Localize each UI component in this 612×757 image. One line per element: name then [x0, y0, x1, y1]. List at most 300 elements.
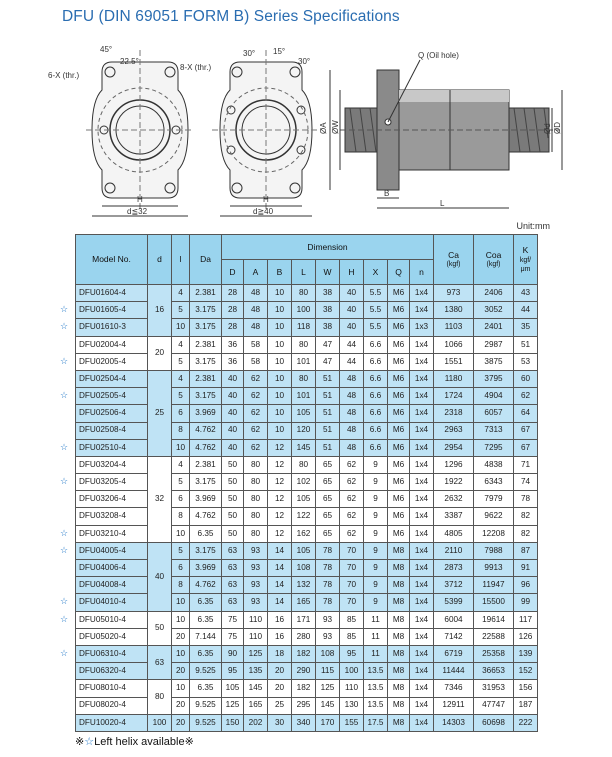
cell-w: 65	[316, 456, 340, 473]
cell-x: 6.6	[364, 422, 388, 439]
cell-x: 9	[364, 525, 388, 542]
cell-h: 48	[340, 405, 364, 422]
cell-n: 1x4	[410, 422, 434, 439]
cell-x: 13.5	[364, 663, 388, 680]
table-row	[76, 508, 538, 525]
cell-d: 63	[148, 645, 172, 679]
cell-x: 6.6	[364, 405, 388, 422]
cell-ca: 973	[434, 285, 474, 302]
cell-k: 91	[514, 560, 538, 577]
cell-b: 10	[268, 388, 292, 405]
cell-w: 38	[316, 302, 340, 319]
cell-n: 1x4	[410, 577, 434, 594]
star-icon: ☆	[60, 648, 69, 659]
cell-d: 63	[222, 560, 244, 577]
cell-l: 4	[172, 456, 190, 473]
cell-x: 5.5	[364, 319, 388, 336]
cell-l: 4	[172, 370, 190, 387]
flange-drawing-8-hole	[212, 50, 320, 216]
cell-a: 62	[244, 405, 268, 422]
cell-n: 1x4	[410, 405, 434, 422]
table-row	[76, 285, 538, 302]
cell-k: 67	[514, 422, 538, 439]
cell-k: 60	[514, 370, 538, 387]
cell-coa: 2406	[474, 285, 514, 302]
cell-n: 1x4	[410, 628, 434, 645]
cell-a: 80	[244, 508, 268, 525]
cell-h: 110	[340, 680, 364, 697]
cell-n: 1x4	[410, 525, 434, 542]
cell-d: 28	[222, 302, 244, 319]
cell-q: M6	[388, 422, 410, 439]
cell-model: DFU10020-4	[76, 714, 148, 731]
cell-l: 6	[172, 405, 190, 422]
cell-n: 1x4	[410, 663, 434, 680]
cell-da: 3.175	[190, 474, 222, 491]
cell-ca: 2954	[434, 439, 474, 456]
cell-x: 9	[364, 560, 388, 577]
cell-w: 125	[316, 680, 340, 697]
cell-l: 10	[172, 319, 190, 336]
cell-n: 1x4	[410, 491, 434, 508]
cell-h: 48	[340, 439, 364, 456]
cell-d: 95	[222, 663, 244, 680]
cell-l: 120	[292, 422, 316, 439]
cell-x: 9	[364, 577, 388, 594]
header-l: l	[172, 235, 190, 285]
cell-da: 3.969	[190, 405, 222, 422]
dim-d-large-label: ØD	[553, 122, 562, 134]
cell-n: 1x4	[410, 697, 434, 714]
cell-da: 4.762	[190, 508, 222, 525]
cell-l: 108	[292, 560, 316, 577]
table-row	[76, 405, 538, 422]
cell-l: 6	[172, 560, 190, 577]
header-coa: Coa (kgf)	[474, 235, 514, 285]
cell-da: 2.381	[190, 285, 222, 302]
cell-l: 101	[292, 353, 316, 370]
cell-da: 6.35	[190, 594, 222, 611]
cell-l: 10	[172, 439, 190, 456]
cell-l: 100	[292, 302, 316, 319]
table-row	[76, 456, 538, 473]
cell-coa: 4904	[474, 388, 514, 405]
star-icon: ☆	[60, 355, 69, 366]
cell-n: 1x4	[410, 439, 434, 456]
cell-b: 18	[268, 645, 292, 662]
cell-ca: 7142	[434, 628, 474, 645]
cell-b: 10	[268, 336, 292, 353]
cell-l: 290	[292, 663, 316, 680]
cell-q: M6	[388, 405, 410, 422]
cell-w: 47	[316, 353, 340, 370]
cell-ca: 7346	[434, 680, 474, 697]
cell-h: 100	[340, 663, 364, 680]
cell-a: 80	[244, 525, 268, 542]
cell-d: 40	[222, 422, 244, 439]
cell-h: 62	[340, 508, 364, 525]
cell-l: 80	[292, 370, 316, 387]
cell-da: 9.525	[190, 663, 222, 680]
cell-da: 6.35	[190, 525, 222, 542]
dim-b-label: B	[384, 189, 390, 198]
fig2-d-label: d≧40	[253, 207, 274, 216]
cell-da: 9.525	[190, 714, 222, 731]
cell-a: 125	[244, 645, 268, 662]
cell-k: 44	[514, 302, 538, 319]
cell-l: 182	[292, 680, 316, 697]
cell-ca: 2110	[434, 542, 474, 559]
cell-b: 30	[268, 714, 292, 731]
cell-coa: 12208	[474, 525, 514, 542]
table-row	[76, 388, 538, 405]
cell-l: 101	[292, 388, 316, 405]
cell-b: 12	[268, 439, 292, 456]
cell-l: 118	[292, 319, 316, 336]
cell-b: 14	[268, 560, 292, 577]
cell-l: 171	[292, 611, 316, 628]
cell-w: 38	[316, 319, 340, 336]
cell-model: DFU02505-4	[76, 388, 148, 405]
cell-da: 3.175	[190, 353, 222, 370]
cell-da: 6.35	[190, 611, 222, 628]
cell-q: M8	[388, 680, 410, 697]
cell-b: 12	[268, 474, 292, 491]
cell-coa: 9622	[474, 508, 514, 525]
cell-l: 10	[172, 611, 190, 628]
cell-d: 20	[148, 336, 172, 370]
star-icon: ☆	[60, 527, 69, 538]
cell-n: 1x4	[410, 456, 434, 473]
cell-w: 65	[316, 525, 340, 542]
cell-n: 1x4	[410, 542, 434, 559]
cell-da: 4.762	[190, 577, 222, 594]
dim-w-label: ØW	[331, 120, 340, 134]
cell-b: 16	[268, 628, 292, 645]
cell-coa: 3052	[474, 302, 514, 319]
cell-coa: 15500	[474, 594, 514, 611]
cell-k: 139	[514, 645, 538, 662]
header-dim-d: D	[222, 260, 244, 285]
cell-l: 132	[292, 577, 316, 594]
table-row	[76, 697, 538, 714]
cell-x: 6.6	[364, 370, 388, 387]
fig2-h-label: H	[263, 195, 269, 204]
cell-model: DFU02506-4	[76, 405, 148, 422]
star-icon: ☆	[60, 390, 69, 401]
header-d: d	[148, 235, 172, 285]
cell-h: 44	[340, 336, 364, 353]
fig2-angle-b: 15°	[273, 47, 286, 56]
table-row	[76, 542, 538, 559]
cell-w: 78	[316, 577, 340, 594]
cell-coa: 6057	[474, 405, 514, 422]
cell-k: 78	[514, 491, 538, 508]
cell-n: 1x4	[410, 388, 434, 405]
cell-model: DFU01604-4	[76, 285, 148, 302]
cell-d: 32	[148, 456, 172, 542]
cell-da: 3.969	[190, 560, 222, 577]
cell-x: 6.6	[364, 439, 388, 456]
flange-drawing-6-hole	[86, 50, 194, 216]
cell-k: 187	[514, 697, 538, 714]
cell-ca: 1380	[434, 302, 474, 319]
cell-x: 9	[364, 542, 388, 559]
cell-b: 12	[268, 491, 292, 508]
cell-a: 93	[244, 560, 268, 577]
cell-d: 50	[222, 491, 244, 508]
cell-w: 108	[316, 645, 340, 662]
cell-l: 105	[292, 405, 316, 422]
cell-w: 78	[316, 542, 340, 559]
cell-k: 35	[514, 319, 538, 336]
cell-k: 67	[514, 439, 538, 456]
cell-d: 90	[222, 645, 244, 662]
cell-h: 85	[340, 628, 364, 645]
cell-model: DFU02504-4	[76, 370, 148, 387]
cell-d: 40	[222, 388, 244, 405]
cell-coa: 7988	[474, 542, 514, 559]
cell-x: 13.5	[364, 680, 388, 697]
table-row	[76, 560, 538, 577]
cell-n: 1x4	[410, 680, 434, 697]
cell-q: M8	[388, 697, 410, 714]
cell-a: 145	[244, 680, 268, 697]
cell-x: 11	[364, 628, 388, 645]
cell-model: DFU03210-4	[76, 525, 148, 542]
cell-a: 110	[244, 628, 268, 645]
header-dim-n: n	[410, 260, 434, 285]
ball-nut-side-view	[330, 60, 562, 208]
cell-l: 5	[172, 302, 190, 319]
table-row	[76, 663, 538, 680]
cell-a: 165	[244, 697, 268, 714]
cell-l: 20	[172, 714, 190, 731]
cell-w: 78	[316, 594, 340, 611]
cell-d: 50	[148, 611, 172, 645]
cell-model: DFU01610-3	[76, 319, 148, 336]
cell-d: 63	[222, 594, 244, 611]
cell-w: 93	[316, 628, 340, 645]
cell-x: 17.5	[364, 714, 388, 731]
spec-table	[75, 234, 538, 732]
cell-q: M8	[388, 663, 410, 680]
cell-w: 51	[316, 422, 340, 439]
cell-d: 40	[148, 542, 172, 611]
cell-d: 63	[222, 542, 244, 559]
cell-da: 6.35	[190, 645, 222, 662]
cell-l: 105	[292, 542, 316, 559]
cell-n: 1x4	[410, 508, 434, 525]
cell-x: 9	[364, 456, 388, 473]
cell-da: 7.144	[190, 628, 222, 645]
cell-h: 48	[340, 370, 364, 387]
cell-a: 110	[244, 611, 268, 628]
table-row	[76, 370, 538, 387]
cell-d: 50	[222, 508, 244, 525]
cell-d: 50	[222, 525, 244, 542]
cell-n: 1x4	[410, 594, 434, 611]
cell-x: 5.5	[364, 285, 388, 302]
cell-da: 4.762	[190, 439, 222, 456]
cell-ca: 1066	[434, 336, 474, 353]
cell-q: M6	[388, 319, 410, 336]
cell-b: 10	[268, 319, 292, 336]
cell-model: DFU06310-4	[76, 645, 148, 662]
cell-d: 100	[148, 714, 172, 731]
cell-l: 145	[292, 439, 316, 456]
cell-q: M6	[388, 525, 410, 542]
cell-q: M6	[388, 474, 410, 491]
cell-a: 48	[244, 302, 268, 319]
cell-da: 3.969	[190, 491, 222, 508]
oil-hole-label: Q (Oil hole)	[418, 51, 459, 60]
cell-d: 63	[222, 577, 244, 594]
cell-q: M6	[388, 456, 410, 473]
cell-x: 11	[364, 645, 388, 662]
header-dim-q: Q	[388, 260, 410, 285]
cell-k: 71	[514, 456, 538, 473]
cell-h: 44	[340, 353, 364, 370]
cell-a: 93	[244, 542, 268, 559]
cell-a: 62	[244, 370, 268, 387]
cell-model: DFU04006-4	[76, 560, 148, 577]
cell-coa: 6343	[474, 474, 514, 491]
cell-model: DFU03205-4	[76, 474, 148, 491]
cell-x: 11	[364, 611, 388, 628]
cell-k: 222	[514, 714, 538, 731]
cell-b: 10	[268, 370, 292, 387]
fig1-h-label: H	[137, 195, 143, 204]
cell-h: 48	[340, 422, 364, 439]
cell-n: 1x4	[410, 370, 434, 387]
technical-drawings	[0, 30, 612, 220]
cell-l: 165	[292, 594, 316, 611]
table-row	[76, 336, 538, 353]
cell-q: M6	[388, 370, 410, 387]
cell-coa: 19614	[474, 611, 514, 628]
cell-x: 5.5	[364, 302, 388, 319]
cell-ca: 2318	[434, 405, 474, 422]
cell-x: 6.6	[364, 336, 388, 353]
cell-h: 130	[340, 697, 364, 714]
cell-h: 85	[340, 611, 364, 628]
cell-ca: 1180	[434, 370, 474, 387]
star-icon: ☆	[60, 596, 69, 607]
header-da: Da	[190, 235, 222, 285]
cell-a: 93	[244, 577, 268, 594]
cell-l: 122	[292, 508, 316, 525]
cell-l: 10	[172, 680, 190, 697]
cell-l: 8	[172, 508, 190, 525]
cell-model: DFU03204-4	[76, 456, 148, 473]
cell-coa: 36653	[474, 663, 514, 680]
table-row	[76, 611, 538, 628]
cell-w: 38	[316, 285, 340, 302]
cell-coa: 47747	[474, 697, 514, 714]
cell-da: 3.175	[190, 319, 222, 336]
header-dimension: Dimension	[222, 235, 434, 260]
cell-w: 115	[316, 663, 340, 680]
cell-b: 14	[268, 577, 292, 594]
cell-h: 40	[340, 302, 364, 319]
cell-w: 145	[316, 697, 340, 714]
cell-a: 62	[244, 388, 268, 405]
cell-b: 12	[268, 525, 292, 542]
cell-model: DFU08010-4	[76, 680, 148, 697]
cell-k: 64	[514, 405, 538, 422]
cell-ca: 14303	[434, 714, 474, 731]
cell-l: 5	[172, 474, 190, 491]
cell-a: 135	[244, 663, 268, 680]
cell-b: 14	[268, 542, 292, 559]
cell-q: M6	[388, 285, 410, 302]
cell-coa: 60698	[474, 714, 514, 731]
cell-h: 62	[340, 456, 364, 473]
cell-d: 40	[222, 405, 244, 422]
cell-l: 162	[292, 525, 316, 542]
cell-h: 155	[340, 714, 364, 731]
cell-h: 70	[340, 542, 364, 559]
dim-d-small-label: Ød	[543, 123, 552, 134]
cell-k: 96	[514, 577, 538, 594]
cell-w: 78	[316, 560, 340, 577]
cell-l: 80	[292, 456, 316, 473]
cell-q: M8	[388, 645, 410, 662]
cell-coa: 7979	[474, 491, 514, 508]
cell-q: M6	[388, 336, 410, 353]
cell-n: 1x4	[410, 645, 434, 662]
cell-q: M8	[388, 560, 410, 577]
header-dim-b: B	[268, 260, 292, 285]
star-icon: ☆	[60, 441, 69, 452]
cell-coa: 3795	[474, 370, 514, 387]
cell-k: 117	[514, 611, 538, 628]
cell-da: 2.381	[190, 456, 222, 473]
table-row	[76, 353, 538, 370]
cell-l: 20	[172, 663, 190, 680]
cell-n: 1x4	[410, 474, 434, 491]
unit-label: Unit:mm	[516, 221, 550, 231]
table-row	[76, 491, 538, 508]
cell-x: 9	[364, 594, 388, 611]
cell-l: 10	[172, 645, 190, 662]
cell-coa: 4838	[474, 456, 514, 473]
cell-d: 40	[222, 370, 244, 387]
cell-k: 43	[514, 285, 538, 302]
cell-coa: 22588	[474, 628, 514, 645]
cell-h: 70	[340, 594, 364, 611]
cell-model: DFU04008-4	[76, 577, 148, 594]
cell-a: 48	[244, 285, 268, 302]
cell-l: 6	[172, 491, 190, 508]
table-row	[76, 577, 538, 594]
cell-h: 48	[340, 388, 364, 405]
cell-l: 105	[292, 491, 316, 508]
cell-d: 125	[222, 697, 244, 714]
cell-w: 93	[316, 611, 340, 628]
cell-coa: 7313	[474, 422, 514, 439]
cell-model: DFU02508-4	[76, 422, 148, 439]
cell-q: M8	[388, 714, 410, 731]
cell-w: 51	[316, 388, 340, 405]
cell-da: 2.381	[190, 336, 222, 353]
cell-model: DFU03208-4	[76, 508, 148, 525]
table-row	[76, 525, 538, 542]
cell-l: 5	[172, 353, 190, 370]
cell-da: 2.381	[190, 370, 222, 387]
fig1-holes-label: 6-X (thr.)	[48, 71, 80, 80]
